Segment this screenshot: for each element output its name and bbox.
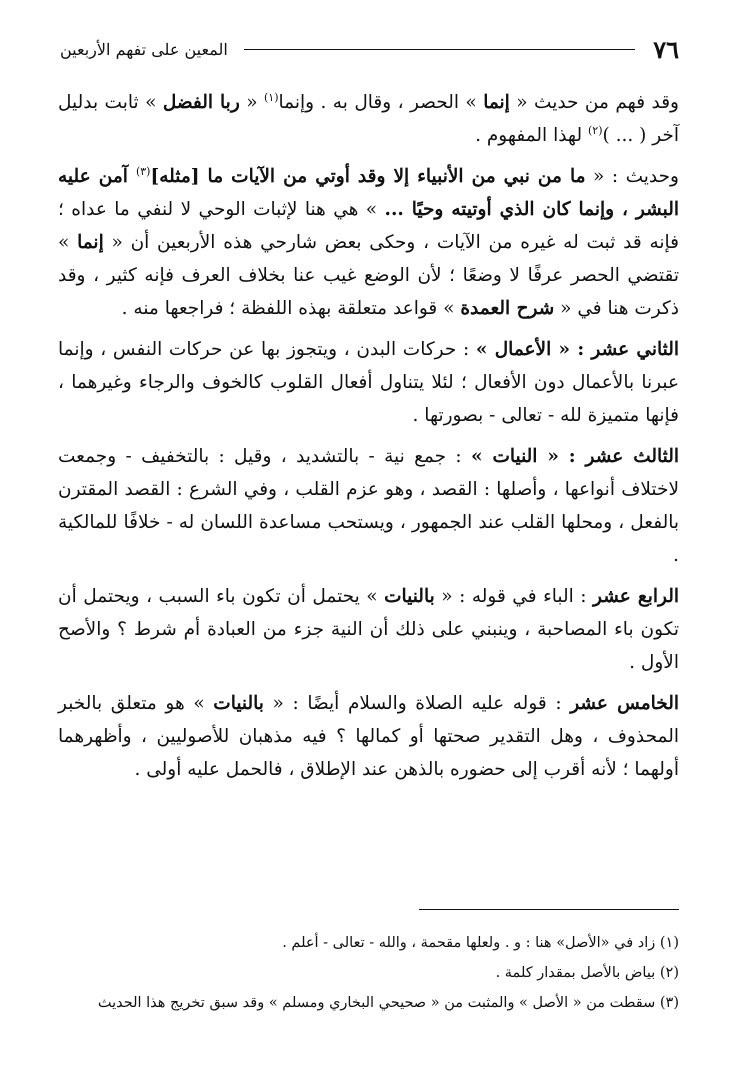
footnote-text: سقطت من « الأصل » والمثبت من « صحيحي البخاري ومسلم » وقد سبق تخريج هذا الحديث <box>97 995 656 1011</box>
bold-run: شرح العمدة <box>460 298 555 319</box>
text-run: لهذا المفهوم . <box>475 125 588 146</box>
bold-run: إنما <box>483 92 510 113</box>
bold-run: الرابع عشر <box>593 586 679 607</box>
footnote-3 <box>60 988 679 1018</box>
footnote-separator <box>419 909 679 910</box>
bold-run: ما من نبي من الأنبياء إلا وقد أوتي من الآيات ما [مثله] <box>150 166 586 187</box>
footnote-number: (٢) <box>659 965 679 981</box>
text-run: » الحصر ، وقال به . وإنما <box>278 92 484 113</box>
text-run: : جمع نية - بالتشديد ، وقيل : بالتخفيف - وجمعت لاختلاف أنواعها ، وأصلها : القصد ، وهو عزم القلب ، وفي الشرع : القصد المقترن بالفعل ، ومحلها القلب عند الجمهور ، ويستحب مساعدة اللسان له - خلافًا للمالكية . <box>58 446 679 566</box>
bold-run: آمن عليه البشر ، وإنما كان الذي أوتيته وحيًا ... <box>58 166 679 220</box>
body-text <box>58 86 679 794</box>
text-run: » هي هنا لإثبات الوحي لا لنفي ما عداه ؛ فإنه قد ثبت له غيره من الآيات ، وحكى بعض شارحي هذه الأربعين أن « <box>58 199 680 253</box>
text-run: : الباء في قوله : « <box>434 586 594 607</box>
page-header <box>60 32 679 66</box>
footnote-marker: (١) <box>263 90 279 104</box>
paragraph-4 <box>58 440 679 572</box>
bold-run: ربا الفضل <box>162 92 240 113</box>
footnote-marker: (٢) <box>587 123 603 137</box>
bold-run: إنما <box>77 232 104 253</box>
paragraph-2 <box>58 160 679 325</box>
bold-run: بالنيات <box>384 586 435 607</box>
footnote-2 <box>60 958 679 988</box>
bold-run: الثالث عشر : « النيات » <box>470 446 679 467</box>
footnote-1 <box>60 928 679 958</box>
text-run: : حركات البدن ، ويتجوز بها عن حركات النفس ، وإنما عبرنا بالأعمال دون الأفعال ؛ لئلا يتناول أفعال القلوب كالخوف والرجاء وغيرهما ، فإنها متميزة لله - تعالى - بصورتها . <box>58 339 679 426</box>
paragraph-5 <box>58 580 679 679</box>
text-run: وقد فهم من حديث « <box>509 92 679 113</box>
footnote-marker: (٣) <box>135 164 151 178</box>
page-number: ٧٦ <box>653 34 679 64</box>
text-run: » ثابت بدليل آخر ( ... ) <box>58 92 679 146</box>
running-title: المعين على تفهم الأربعين <box>60 39 228 59</box>
bold-run: بالنيات <box>213 693 264 714</box>
footnote-text: زاد في «الأصل» هنا : و . ولعلها مقحمة ، والله - تعالى - أعلم . <box>282 935 656 951</box>
footnotes <box>60 928 679 1018</box>
footnote-number: (٣) <box>659 995 679 1011</box>
paragraph-1 <box>58 86 679 152</box>
text-run: » قواعد متعلقة بهذه اللفظة ؛ فراجعها منه . <box>121 298 461 319</box>
footnote-number: (١) <box>659 935 679 951</box>
header-rule <box>244 49 635 50</box>
text-run: : قوله عليه الصلاة والسلام أيضًا : « <box>263 693 571 714</box>
text-run: وحديث : « <box>585 166 679 187</box>
paragraph-6 <box>58 687 679 786</box>
text-run: » هو متعلق بالخبر المحذوف ، وهل التقدير صحتها أو كمالها ؟ فيه مذهبان للأصوليين ، وأظهرهما أولهما ؛ لأنه أقرب إلى حضوره بالذهن عند الإطلاق ، فالحمل عليه أولى . <box>58 693 679 780</box>
text-run: « <box>239 92 264 113</box>
text-run: » تقتضي الحصر عرفًا لا وضعًا ؛ لأن الوضع غيب عنا بخلاف العرف فإنه كثير ، وقد ذكرت هنا في « <box>58 232 679 319</box>
bold-run: الخامس عشر <box>570 693 680 714</box>
paragraph-3 <box>58 333 679 432</box>
bold-run: الثاني عشر : « الأعمال » <box>475 339 679 360</box>
text-run: » يحتمل أن تكون باء السبب ، ويحتمل أن تكون باء المصاحبة ، وينبني على ذلك أن النية جزء من العبادة أم شرط ؟ والأصح الأول . <box>58 586 679 673</box>
footnote-text: بياض بالأصل بمقدار كلمة . <box>495 965 656 981</box>
